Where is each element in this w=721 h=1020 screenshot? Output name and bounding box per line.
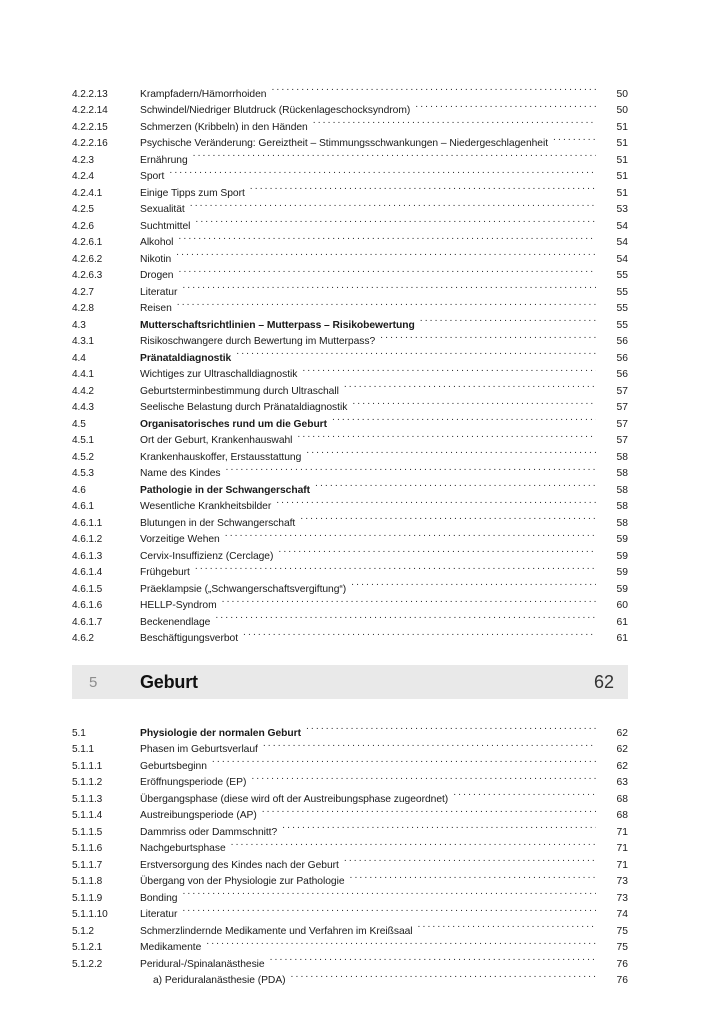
toc-entry-number: 4.2.2.16 bbox=[72, 138, 108, 149]
toc-entry-page-number: 76 bbox=[616, 958, 628, 970]
toc-leader-dots bbox=[263, 736, 596, 753]
toc-entry-page-number: 60 bbox=[616, 600, 628, 611]
toc-entry-page-number: 55 bbox=[616, 319, 628, 331]
toc-entry-title: Ernährung bbox=[140, 154, 188, 166]
toc-entry-title: Peridural-/Spinalanästhesie bbox=[140, 958, 265, 970]
toc-entry-page-number: 51 bbox=[616, 171, 628, 182]
toc-entry-number: 4.6.1 bbox=[72, 501, 94, 512]
toc-entry-title: Ort der Geburt, Krankenhauswahl bbox=[140, 435, 293, 446]
toc-entry-number: 5.1.1 bbox=[72, 744, 94, 755]
toc-entry-title: Psychische Veränderung: Gereiztheit – Stimmungsschwankungen – Niedergeschlagenheit bbox=[140, 138, 549, 149]
toc-entry-title: Alkohol bbox=[140, 237, 174, 248]
toc-entry-number: 4.2.2.13 bbox=[72, 88, 108, 100]
toc-leader-dots bbox=[169, 163, 596, 180]
toc-entry-title: Übergangsphase (diese wird oft der Austreibungsphase zugeordnet) bbox=[140, 793, 449, 805]
toc-leader-dots bbox=[182, 901, 596, 918]
toc-leader-dots bbox=[344, 377, 596, 394]
toc-entry-title: Geburtsterminbestimmung durch Ultraschall bbox=[140, 385, 339, 397]
toc-entry-number: 4.2.7 bbox=[72, 286, 94, 298]
toc-entry-number: 4.3.1 bbox=[72, 336, 94, 347]
toc-leader-dots bbox=[250, 179, 596, 196]
toc-entry-number: 4.6.2 bbox=[72, 633, 94, 644]
toc-entry-number: 4.4 bbox=[72, 352, 86, 364]
toc-entry-number: 5.1.1.5 bbox=[72, 826, 103, 838]
toc-leader-dots bbox=[420, 311, 596, 328]
toc-entry-number: 4.2.5 bbox=[72, 204, 94, 215]
toc-entry-page-number: 71 bbox=[616, 859, 628, 871]
toc-entry-page-number: 71 bbox=[616, 843, 628, 854]
toc-entry-title: Literatur bbox=[140, 286, 178, 298]
toc-entry-number: 5.1.1.1 bbox=[72, 760, 103, 772]
toc-entry-number: 4.5 bbox=[72, 418, 86, 430]
toc-entry-number: 5.1 bbox=[72, 727, 86, 739]
toc-leader-dots bbox=[251, 769, 596, 786]
toc-entry-page-number: 73 bbox=[616, 876, 628, 887]
toc-entry-page-number: 62 bbox=[616, 760, 628, 772]
chapter-title: Geburt bbox=[140, 671, 198, 692]
toc-entry-page-number: 54 bbox=[616, 237, 628, 248]
toc-entry-title: Nachgeburtsphase bbox=[140, 843, 226, 854]
toc-entry-title: Erstversorgung des Kindes nach der Geburt bbox=[140, 859, 339, 871]
toc-leader-dots bbox=[226, 460, 596, 477]
toc-entry-page-number: 51 bbox=[616, 154, 628, 166]
toc-entry-title: Blutungen in der Schwangerschaft bbox=[140, 517, 296, 529]
toc-entry-number: 4.6.1.6 bbox=[72, 600, 103, 611]
toc-entry-title: Wichtiges zur Ultraschalldiagnostik bbox=[140, 369, 298, 380]
toc-entry-number: 4.2.6.2 bbox=[72, 253, 103, 265]
toc-leader-dots bbox=[231, 835, 596, 852]
toc-entry-number: 4.2.8 bbox=[72, 303, 94, 314]
toc-entry-page-number: 59 bbox=[616, 583, 628, 595]
toc-entry-title: Beschäftigungsverbot bbox=[140, 633, 239, 644]
toc-entry-title: Wesentliche Krankheitsbilder bbox=[140, 501, 272, 512]
toc-leader-dots bbox=[332, 410, 596, 427]
toc-entry-title: Geburtsbeginn bbox=[140, 760, 207, 772]
toc-entry-page-number: 54 bbox=[616, 253, 628, 265]
toc-entry-title: HELLP-Syndrom bbox=[140, 600, 217, 611]
toc-leader-dots bbox=[182, 884, 596, 901]
toc-leader-dots bbox=[351, 575, 596, 592]
toc-entry-page-number: 56 bbox=[616, 336, 628, 347]
toc-entry-title: Cervix-Insuffizienz (Cerclage) bbox=[140, 550, 274, 562]
toc-leader-dots bbox=[193, 146, 596, 163]
toc-entry-title: Name des Kindes bbox=[140, 468, 221, 479]
toc-leader-dots bbox=[278, 542, 596, 559]
toc-entry-number: 4.6.1.7 bbox=[72, 616, 103, 628]
toc-entry-number: 4.2.6.3 bbox=[72, 270, 103, 281]
toc-leader-dots bbox=[297, 427, 596, 444]
toc-entry-title: a) Periduralanästhesie (PDA) bbox=[153, 975, 286, 986]
toc-entry-number: 5.1.2 bbox=[72, 925, 94, 937]
toc-entry-title: Vorzeitige Wehen bbox=[140, 534, 220, 545]
toc-entry-page-number: 59 bbox=[616, 567, 628, 578]
toc-entry-number: 4.5.1 bbox=[72, 435, 94, 446]
toc-entry-number: 4.5.3 bbox=[72, 468, 94, 479]
toc-entry-page-number: 58 bbox=[616, 517, 628, 529]
chapter-number: 5 bbox=[89, 673, 98, 691]
toc-entry-page-number: 57 bbox=[616, 418, 628, 430]
toc-entry-title: Krankenhauskoffer, Erstausstattung bbox=[140, 451, 302, 463]
toc-entry-number: 5.1.1.2 bbox=[72, 777, 103, 788]
table-of-contents bbox=[72, 80, 628, 986]
toc-entry-number: 4.2.4 bbox=[72, 171, 94, 182]
toc-entry-page-number: 57 bbox=[616, 402, 628, 413]
toc-entry-page-number: 68 bbox=[616, 793, 628, 805]
toc-entry[interactable] bbox=[72, 719, 628, 739]
toc-entry-number: 4.6.1.5 bbox=[72, 583, 103, 595]
toc-entry-title: Pränataldiagnostik bbox=[140, 352, 232, 364]
toc-entry-page-number: 54 bbox=[616, 220, 628, 232]
toc-entry-number: 5.1.1.8 bbox=[72, 876, 103, 887]
toc-leader-dots bbox=[176, 245, 596, 262]
toc-entry-number: 4.5.2 bbox=[72, 451, 94, 463]
toc-entry-number: 4.2.6 bbox=[72, 220, 94, 232]
toc-entry-number: 5.1.2.1 bbox=[72, 942, 103, 953]
toc-leader-dots bbox=[222, 592, 596, 609]
toc-entry-title: Beckenendlage bbox=[140, 616, 211, 628]
toc-entry-page-number: 74 bbox=[616, 909, 628, 920]
toc-entry-page-number: 61 bbox=[616, 616, 628, 628]
toc-entry-number: 4.6.1.2 bbox=[72, 534, 103, 545]
toc-entry-number: 5.1.1.3 bbox=[72, 793, 103, 805]
toc-entry-number: 4.2.2.14 bbox=[72, 105, 108, 116]
toc-entry-number: 4.2.6.1 bbox=[72, 237, 103, 248]
toc-leader-dots bbox=[282, 818, 596, 835]
toc-entry-page-number: 61 bbox=[616, 633, 628, 644]
toc-entry-title: Reisen bbox=[140, 303, 172, 314]
toc-entry-title: Medikamente bbox=[140, 942, 202, 953]
toc-entry-title: Pathologie in der Schwangerschaft bbox=[140, 484, 310, 496]
toc-entry-number: 4.6 bbox=[72, 484, 86, 496]
toc-entry-title: Literatur bbox=[140, 909, 178, 920]
toc-entry-page-number: 63 bbox=[616, 777, 628, 788]
toc-entry-title: Krampfadern/Hämorrhoiden bbox=[140, 88, 267, 100]
toc-leader-dots bbox=[415, 97, 596, 114]
toc-entry-page-number: 55 bbox=[616, 303, 628, 314]
toc-entry-title: Sport bbox=[140, 171, 165, 182]
toc-entry-title: Seelische Belastung durch Pränataldiagnostik bbox=[140, 402, 348, 413]
toc-leader-dots bbox=[418, 917, 596, 934]
toc-entry-page-number: 75 bbox=[616, 942, 628, 953]
toc-entry-title: Nikotin bbox=[140, 253, 172, 265]
toc-leader-dots bbox=[206, 934, 596, 951]
toc-leader-dots bbox=[271, 80, 596, 97]
toc-entry-number: 4.6.1.3 bbox=[72, 550, 103, 562]
toc-entry-page-number: 62 bbox=[616, 727, 628, 739]
toc-entry-number: 4.2.3 bbox=[72, 154, 94, 166]
toc-leader-dots bbox=[306, 719, 596, 736]
toc-entry-page-number: 76 bbox=[616, 975, 628, 986]
toc-leader-dots bbox=[225, 526, 596, 543]
toc-entry[interactable] bbox=[72, 80, 628, 100]
toc-entry-page-number: 71 bbox=[616, 826, 628, 838]
toc-entry-page-number: 62 bbox=[616, 744, 628, 755]
toc-entry-number: 4.3 bbox=[72, 319, 86, 331]
toc-entry-title: Austreibungsperiode (AP) bbox=[140, 810, 257, 821]
toc-entry-page-number: 56 bbox=[616, 352, 628, 364]
toc-entry-page-number: 59 bbox=[616, 534, 628, 545]
toc-entry-title: Eröffnungsperiode (EP) bbox=[140, 777, 247, 788]
toc-entry-title: Risikoschwangere durch Bewertung im Mutterpass? bbox=[140, 336, 376, 347]
toc-entry-title: Dammriss oder Dammschnitt? bbox=[140, 826, 278, 838]
toc-entry-page-number: 58 bbox=[616, 451, 628, 463]
toc-entry-number: 5.1.1.9 bbox=[72, 892, 103, 904]
toc-entry-page-number: 56 bbox=[616, 369, 628, 380]
toc-leader-dots bbox=[195, 559, 596, 576]
toc-entry-number: 4.6.1.4 bbox=[72, 567, 103, 578]
toc-entry-page-number: 53 bbox=[616, 204, 628, 215]
toc-entry-page-number: 57 bbox=[616, 385, 628, 397]
toc-leader-dots bbox=[302, 361, 596, 378]
toc-leader-dots bbox=[178, 262, 596, 279]
toc-leader-dots bbox=[291, 967, 596, 984]
toc-leader-dots bbox=[553, 130, 596, 147]
toc-entry-number: 5.1.1.4 bbox=[72, 810, 103, 821]
toc-entry-page-number: 50 bbox=[616, 105, 628, 116]
toc-leader-dots bbox=[262, 802, 596, 819]
toc-leader-dots bbox=[350, 868, 597, 885]
toc-entry-page-number: 58 bbox=[616, 484, 628, 496]
chapter-page-number: 62 bbox=[593, 671, 614, 692]
toc-leader-dots bbox=[380, 328, 596, 345]
toc-leader-dots bbox=[313, 113, 596, 130]
toc-entry-page-number: 51 bbox=[616, 121, 628, 133]
toc-leader-dots bbox=[352, 394, 596, 411]
toc-entry-page-number: 57 bbox=[616, 435, 628, 446]
toc-entry-number: 4.2.2.15 bbox=[72, 121, 108, 133]
toc-leader-dots bbox=[177, 295, 596, 312]
toc-entry-title: Frühgeburt bbox=[140, 567, 190, 578]
toc-leader-dots bbox=[243, 625, 596, 642]
toc-entry-title: Suchtmittel bbox=[140, 220, 191, 232]
toc-entry-page-number: 58 bbox=[616, 468, 628, 479]
toc-entry-title: Einige Tipps zum Sport bbox=[140, 187, 245, 199]
toc-entry-title: Bonding bbox=[140, 892, 178, 904]
toc-entry-title: Schwindel/Niedriger Blutdruck (Rückenlageschocksyndrom) bbox=[140, 105, 411, 116]
toc-leader-dots bbox=[300, 509, 596, 526]
toc-entry-number: 5.1.2.2 bbox=[72, 958, 103, 970]
toc-leader-dots bbox=[190, 196, 596, 213]
toc-leader-dots bbox=[212, 752, 596, 769]
toc-entry-number: 5.1.1.7 bbox=[72, 859, 103, 871]
toc-entry-title: Mutterschaftsrichtlinien – Mutterpass – Risikobewertung bbox=[140, 319, 415, 331]
toc-leader-dots bbox=[315, 476, 596, 493]
toc-entry-title: Schmerzlindernde Medikamente und Verfahren im Kreißsaal bbox=[140, 925, 413, 937]
toc-entry-page-number: 68 bbox=[616, 810, 628, 821]
toc-entry-title: Phasen im Geburtsverlauf bbox=[140, 744, 258, 755]
toc-leader-dots bbox=[178, 229, 596, 246]
toc-leader-dots bbox=[306, 443, 596, 460]
toc-leader-dots bbox=[182, 278, 596, 295]
toc-entry-page-number: 75 bbox=[616, 925, 628, 937]
toc-entry-page-number: 59 bbox=[616, 550, 628, 562]
toc-entry-number: 4.4.2 bbox=[72, 385, 94, 397]
toc-leader-dots bbox=[453, 785, 596, 802]
toc-entry-number: 4.4.1 bbox=[72, 369, 94, 380]
toc-leader-dots bbox=[236, 344, 596, 361]
toc-entry-title: Übergang von der Physiologie zur Pathologie bbox=[140, 876, 345, 887]
toc-entry-title: Schmerzen (Kribbeln) in den Händen bbox=[140, 121, 308, 133]
toc-leader-dots bbox=[215, 608, 596, 625]
toc-entry-page-number: 73 bbox=[616, 892, 628, 904]
toc-entry-page-number: 50 bbox=[616, 88, 628, 100]
toc-leader-dots bbox=[270, 950, 596, 967]
toc-leader-dots bbox=[195, 212, 596, 229]
toc-leader-dots bbox=[344, 851, 596, 868]
toc-entry-page-number: 58 bbox=[616, 501, 628, 512]
toc-entry-number: 5.1.1.6 bbox=[72, 843, 103, 854]
toc-entry-title: Drogen bbox=[140, 270, 174, 281]
toc-entry-title: Physiologie der normalen Geburt bbox=[140, 727, 301, 739]
toc-entry-page-number: 55 bbox=[616, 286, 628, 298]
toc-entry-page-number: 51 bbox=[616, 187, 628, 199]
toc-entry-number: 4.4.3 bbox=[72, 402, 94, 413]
toc-entry-title: Organisatorisches rund um die Geburt bbox=[140, 418, 328, 430]
toc-entry-page-number: 51 bbox=[616, 138, 628, 149]
toc-entry-title: Sexualität bbox=[140, 204, 185, 215]
toc-entry-number: 4.2.4.1 bbox=[72, 187, 103, 199]
toc-entry-title: Präeklampsie („Schwangerschaftsvergiftung“) bbox=[140, 583, 347, 595]
toc-leader-dots bbox=[276, 493, 596, 510]
chapter-band bbox=[72, 665, 628, 699]
toc-entry-number: 5.1.1.10 bbox=[72, 909, 108, 920]
toc-entry-page-number: 55 bbox=[616, 270, 628, 281]
toc-entry-number: 4.6.1.1 bbox=[72, 517, 103, 529]
